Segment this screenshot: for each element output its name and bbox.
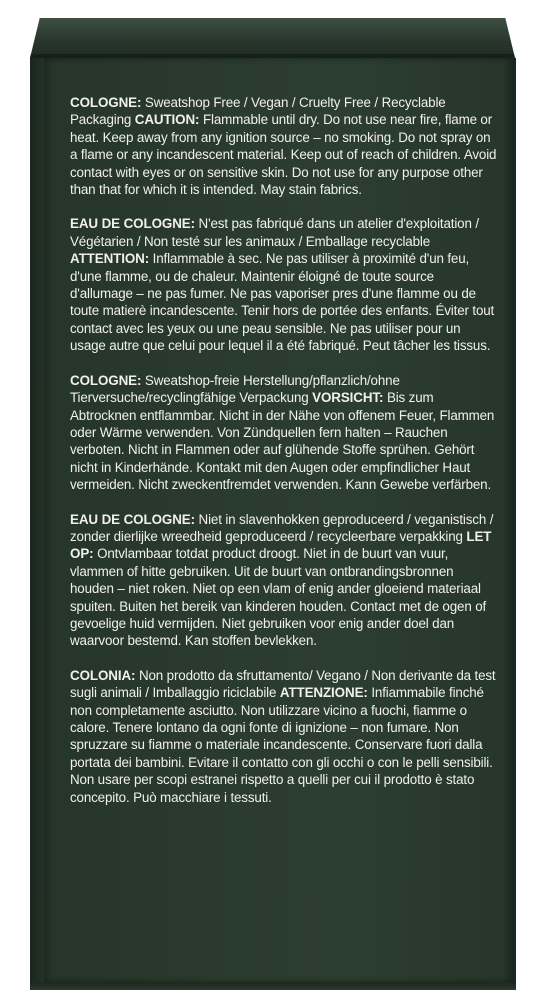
section-german <box>70 372 498 494</box>
section-heading: COLONIA: <box>70 667 136 683</box>
box-right-edge <box>512 58 516 982</box>
section-intro: N'est pas fabriqué dans un atelier d'exploitation / Végétarien / Non testé sur les animaux / Emballage recyclable <box>70 216 479 249</box>
section-intro: Sweatshop Free / Vegan / Cruelty Free / Recyclable Packaging <box>70 95 446 128</box>
warning-text: Ontvlambaar totdat product droogt. Niet in de buurt van vuur, vlammen of hitte gebruiken. Uit de buurt van ontbrandingsbronnen houden – niet roken. Niet op een vlam of enig ander gloeiend materiaal spuiten. Buiten het bereik van kinderen houden. Contact met de ogen of gevoelige huid vermijden. Niet gebruiken voor enig ander doel dan waarvoor bestemd. Kan stoffen bevlekken. <box>70 546 487 649</box>
warning-label: LET OP: <box>70 528 492 562</box>
section-italian <box>70 667 498 806</box>
section-intro: Non prodotto da sfruttamento/ Vegano / Non derivante da test sugli animali / Imballaggio riciclabile <box>70 667 496 701</box>
box-left-edge <box>30 58 44 982</box>
section-english <box>70 94 498 198</box>
section-heading: EAU DE COLOGNE: <box>70 216 195 232</box>
warning-text: Infiammabile finché non completamente asciutto. Non utilizzare vicino a fuochi, fiamme o calore. Tenere lontano da ogni fonte di ignizione – non fumare. Non spruzzare su fiamme o materiale incandescente. Conservare fuori dalla portata dei bambini. Evitare il contatto con gli occhi o con le pelli sensibili. Non usare per scopi estranei rispetto a quelli per cui il prodotto è stato concepito. Può macchiare i tessuti. <box>70 685 493 805</box>
warning-label: ATTENZIONE: <box>279 685 368 701</box>
section-heading: COLOGNE: <box>70 372 142 388</box>
section-french <box>70 215 498 354</box>
box-bottom-edge <box>30 982 516 990</box>
warning-text: Bis zum Abtrocknen entflammbar. Nicht in der Nähe von offenem Feuer, Flammen oder Wärme verwenden. Von Zündquellen fern halten – Rauchen verboten. Nicht in Flammen oder auf glühende Stoffe sprühen. Gehört nicht in Kinderhände. Kontakt mit den Augen oder empfindlicher Haut vermeiden. Nicht zweckentfremdet verwenden. Kann Gewebe verfärben. <box>70 390 495 493</box>
warning-label: CAUTION: <box>134 112 200 128</box>
box-top-flap <box>30 18 515 58</box>
warning-label: ATTENTION: <box>70 251 150 267</box>
section-intro: Sweatshop-freie Herstellung/pflanzlich/ohne Tierversuche/recyclingfähige Verpackung <box>70 372 400 406</box>
section-heading: EAU DE COLOGNE: <box>70 511 195 527</box>
section-intro: Niet in slavenhokken geproduceerd / veganistisch / zonder dierlijke wreedheid geproduceerd / recycleerbare verpakking <box>70 511 494 544</box>
section-dutch <box>70 511 498 650</box>
warning-label: VORSICHT: <box>312 390 384 406</box>
warning-text: Inflammable à sec. Ne pas utiliser à proximité d'un feu, d'une flamme, ou de chaleur. Maintenir éloigné de toute source d'allumage – ne pas fumer. Ne pas vaporiser pres d'une flamme ou de toute matierè incandescente. Tenir hors de portée des enfants. Éviter tout contact avec les yeux ou une peau sensible. Ne pas utiliser pour un usage autre que celui pour lequel il a été fabriqué. Peut tâcher les tissus. <box>70 251 495 354</box>
label-text-block <box>70 94 498 823</box>
warning-text: Flammable until dry. Do not use near fire, flame or heat. Keep away from any ignition source – no smoking. Do not spray on a flame or any incandescent material. Keep out of reach of children. Avoid contact with eyes or on sensitive skin. Do not use for any purpose other than that for which it is intended. May stain fabrics. <box>70 112 497 198</box>
section-heading: COLOGNE: <box>70 95 142 110</box>
